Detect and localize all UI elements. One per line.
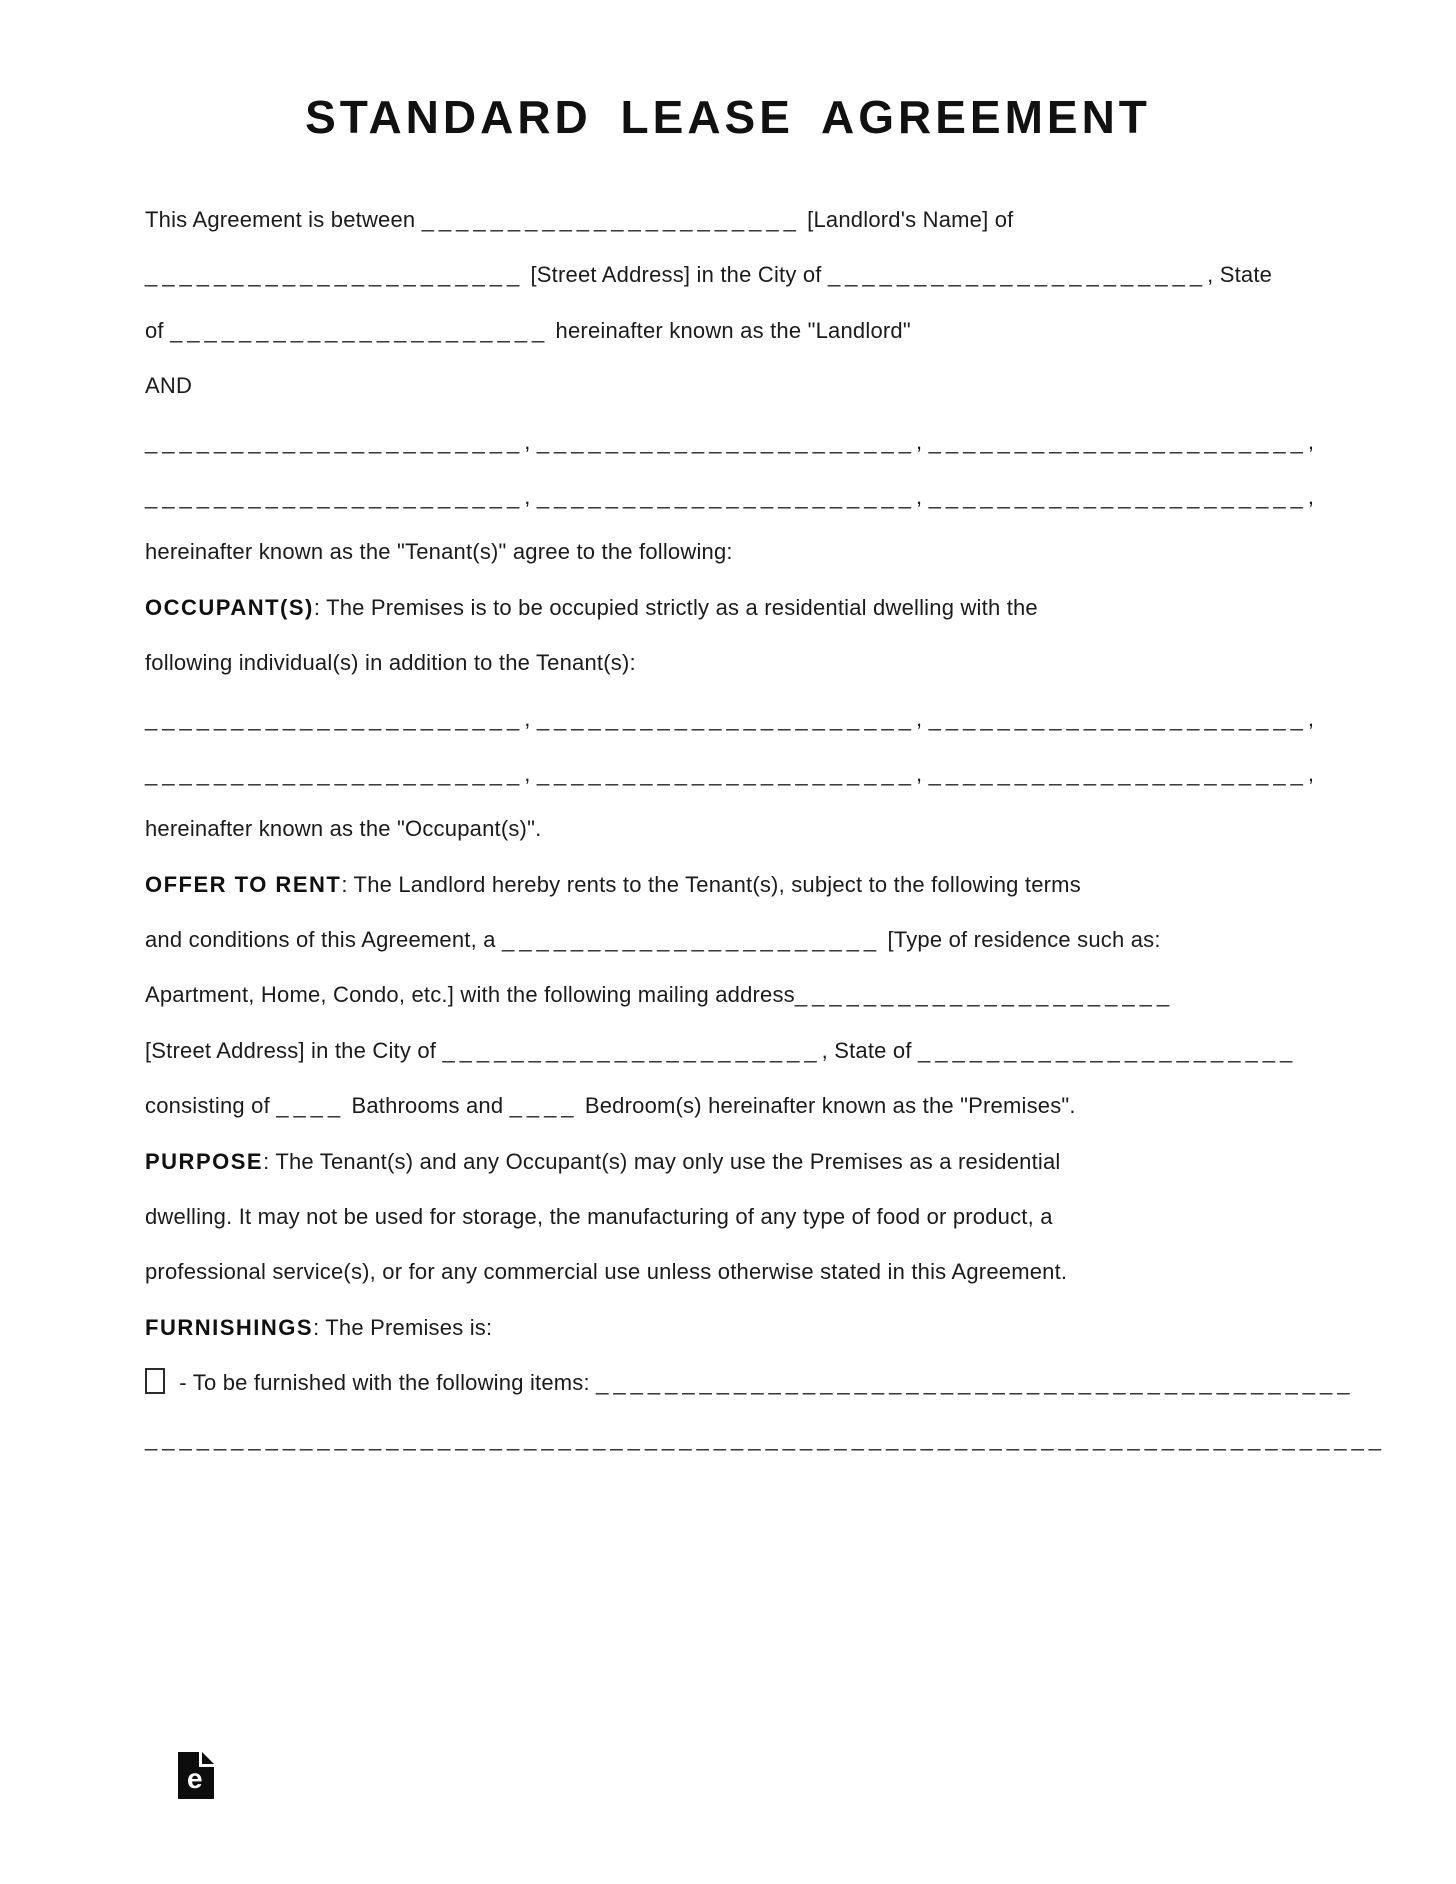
document-line (145, 1244, 1311, 1299)
section-heading: FURNISHINGS (145, 1314, 314, 1340)
text-run: hereinafter known as the "Landlord" (549, 317, 911, 343)
text-run: AND (145, 373, 193, 399)
section-heading: PURPOSE (145, 1148, 264, 1174)
text-run: , (916, 483, 929, 509)
fill-in-blank: ______________________ (145, 262, 525, 288)
page-title: STANDARD LEASE AGREEMENT (305, 91, 1151, 143)
document-line (145, 635, 1311, 690)
fill-in-blank: ______________________ (145, 483, 525, 509)
text-run: , (524, 428, 537, 454)
text-run: , (916, 705, 929, 731)
fill-in-blank: ______________________ (536, 428, 916, 454)
fill-in-blank: ______________________ (918, 1037, 1298, 1063)
document-line (145, 303, 1311, 358)
fill-in-blank: ____ (509, 1093, 579, 1119)
section-heading: OCCUPANT(S) (145, 594, 314, 620)
text-run: of (145, 317, 171, 343)
text-run: consisting of (145, 1093, 277, 1119)
fill-in-blank: ______________________ (827, 262, 1208, 288)
fill-in-blank: ______________________ (501, 927, 882, 953)
text-run: [Type of residence such as: (881, 927, 1161, 953)
document-line (145, 1134, 1311, 1189)
text-run: [Landlord's Name] of (800, 207, 1014, 232)
document-line (145, 1189, 1311, 1244)
document-line (145, 746, 1315, 801)
document-line (145, 247, 1311, 302)
text-run: hereinafter known as the "Tenant(s)" agree to the following: (145, 539, 733, 565)
text-run: : The Tenant(s) and any Occupant(s) may only use the Premises as a residential (263, 1148, 1061, 1174)
text-run: , (1307, 760, 1315, 786)
text-run: , (524, 483, 537, 509)
text-run: hereinafter known as the "Occupant(s)". (145, 816, 542, 842)
document-line (145, 414, 1315, 469)
document-line (145, 1300, 1311, 1355)
document-line (145, 857, 1311, 912)
document-line (145, 524, 1311, 579)
text-run: , (1307, 483, 1315, 509)
fill-in-blank: ____________________________________________ (596, 1370, 1355, 1396)
document-line (145, 801, 1311, 856)
eforms-logo (178, 1752, 214, 1799)
text-run: : The Premises is to be occupied strictly as a residential dwelling with the (313, 594, 1038, 620)
fill-in-blank: ____ (276, 1093, 346, 1119)
document-line (145, 1411, 1386, 1466)
text-run: Bedroom(s) hereinafter known as the "Premises". (578, 1093, 1076, 1119)
text-run: , State of (821, 1037, 918, 1063)
document-line (145, 967, 1311, 1022)
text-run: Bathrooms and (345, 1093, 510, 1119)
text-run: : The Landlord hereby rents to the Tenant(s), subject to the following terms (341, 871, 1081, 897)
text-run: dwelling. It may not be used for storage, the manufacturing of any type of food or product, a (145, 1204, 1053, 1230)
document-line (145, 912, 1311, 967)
text-run: Apartment, Home, Condo, etc.] with the following mailing address (145, 982, 795, 1008)
fill-in-blank: ______________________ (442, 1037, 822, 1063)
document-line (145, 580, 1311, 635)
text-run: , (524, 760, 537, 786)
text-run: : The Premises is: (313, 1314, 493, 1340)
fill-in-blank: ______________________ (928, 705, 1308, 731)
document-line (145, 1023, 1311, 1078)
document-body (145, 192, 1386, 1466)
text-run: - To be furnished with the following items: (173, 1370, 597, 1396)
fill-in-blank: ______________________ (928, 428, 1308, 454)
document-icon (178, 1752, 214, 1799)
text-run: , (916, 760, 929, 786)
text-run: This Agreement is between (145, 207, 422, 232)
text-run: [Street Address] in the City of (524, 262, 828, 288)
fill-in-blank: ______________________ (928, 760, 1308, 786)
furnished-checkbox[interactable] (145, 1368, 165, 1394)
text-run: , (1307, 428, 1315, 454)
text-run: following individual(s) in addition to the Tenant(s): (145, 650, 636, 676)
fill-in-blank: ______________________ (536, 483, 916, 509)
fill-in-blank: ______________________ (170, 317, 550, 343)
fill-in-blank: ______________________ (536, 760, 916, 786)
fill-in-blank: ______________________ (536, 705, 916, 731)
logo-letter: e (187, 1763, 203, 1794)
fill-in-blank: ________________________________________________________________________ (145, 1425, 1386, 1451)
document-line (145, 358, 1311, 413)
text-run: professional service(s), or for any commercial use unless otherwise stated in this Agreement. (145, 1259, 1068, 1285)
document-line (145, 1078, 1311, 1133)
text-run: and conditions of this Agreement, a (145, 927, 502, 953)
fill-in-blank: ______________________ (928, 483, 1308, 509)
text-run: [Street Address] in the City of (145, 1037, 443, 1063)
section-heading: OFFER TO RENT (145, 871, 342, 897)
text-run: , (1307, 705, 1315, 731)
fill-in-blank: ______________________ (145, 705, 525, 731)
fill-in-blank: ______________________ (145, 428, 525, 454)
fill-in-blank: ______________________ (794, 982, 1175, 1008)
fill-in-blank: ______________________ (421, 207, 801, 232)
text-run: , (916, 428, 929, 454)
document-line (145, 469, 1315, 524)
text-run: , (524, 705, 537, 731)
document-line (145, 1355, 1355, 1410)
text-run: , State (1207, 262, 1273, 288)
document-line (145, 691, 1315, 746)
fill-in-blank: ______________________ (145, 760, 525, 786)
document-line (145, 192, 1311, 247)
